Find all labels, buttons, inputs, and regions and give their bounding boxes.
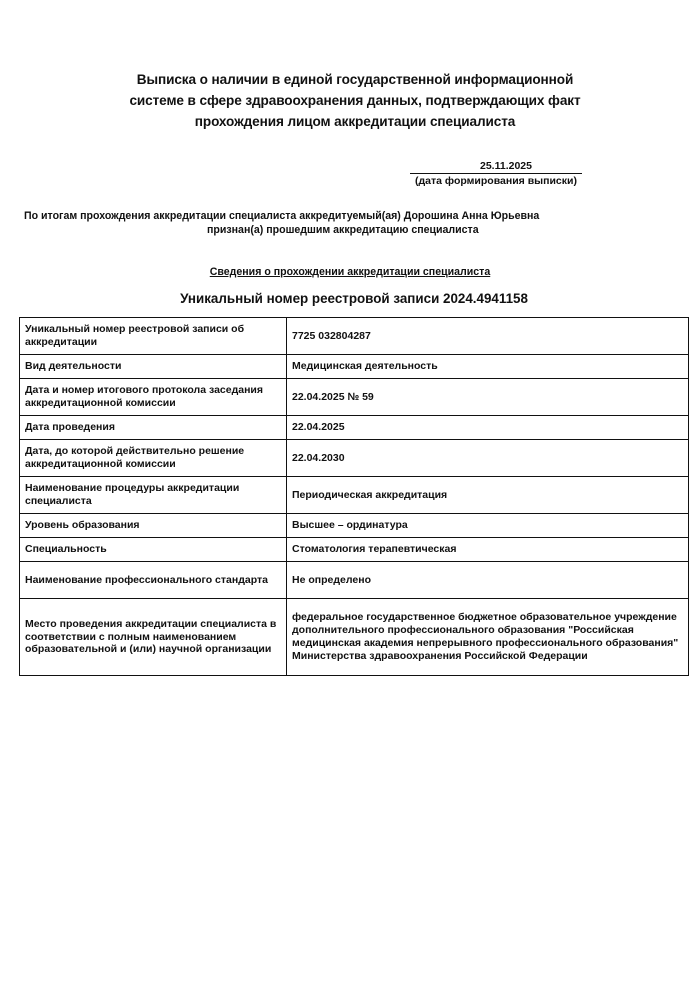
document-title-line: прохождения лицом аккредитации специалиста [194,114,516,129]
table-row [20,477,689,514]
table-row [20,538,689,562]
row-value: Не определено [287,562,689,599]
row-value: 22.04.2030 [287,440,689,477]
table-row [20,440,689,477]
row-label: Специальность [20,538,287,562]
row-label: Уникальный номер реестровой записи об аккредитации [20,318,287,355]
intro-line-2: признан(а) прошедшим аккредитацию специалиста [207,224,479,236]
table-row [20,318,689,355]
issue-date-value: 25.11.2025 [410,159,582,174]
row-value: 22.04.2025 № 59 [287,379,689,416]
row-label: Дата и номер итогового протокола заседания аккредитационной комиссии [20,379,287,416]
table-row [20,355,689,379]
row-value: 22.04.2025 [287,416,689,440]
row-label: Наименование процедуры аккредитации специалиста [20,477,287,514]
document-title [100,69,610,132]
row-value: Стоматология терапевтическая [287,538,689,562]
document-title-line: Выписка о наличии в единой государственной информационной [136,72,574,87]
row-label: Место проведения аккредитации специалиста в соответствии с полным наименованием образовательной и (или) научной организации [20,599,287,676]
accreditation-details-table [19,317,689,676]
row-value: Периодическая аккредитация [287,477,689,514]
table-row [20,514,689,538]
section-heading: Сведения о прохождении аккредитации специалиста [209,266,491,278]
row-label: Уровень образования [20,514,287,538]
row-label: Наименование профессионального стандарта [20,562,287,599]
table-row [20,416,689,440]
issue-date-caption: (дата формирования выписки) [415,175,577,187]
table-row [20,599,689,676]
registry-number-heading: Уникальный номер реестровой записи 2024.4941158 [180,291,528,306]
row-value: Высшее – ординатура [287,514,689,538]
intro-line-1: По итогам прохождения аккредитации специалиста аккредитуемый(ая) Дорошина Анна Юрьевна [24,210,540,222]
table-row [20,562,689,599]
row-value: Медицинская деятельность [287,355,689,379]
row-label: Дата, до которой действительно решение аккредитационной комиссии [20,440,287,477]
row-label: Вид деятельности [20,355,287,379]
issue-date-block [410,159,582,189]
document-title-line: системе в сфере здравоохранения данных, подтверждающих факт [129,93,581,108]
table-row [20,379,689,416]
row-value: федеральное государственное бюджетное образовательное учреждение дополнительного профессионального образования "Российская медицинская академия непрерывного профессионального образования" Министерства здравоохранения Российской Федерации [287,599,689,676]
row-label: Дата проведения [20,416,287,440]
row-value: 7725 032804287 [287,318,689,355]
